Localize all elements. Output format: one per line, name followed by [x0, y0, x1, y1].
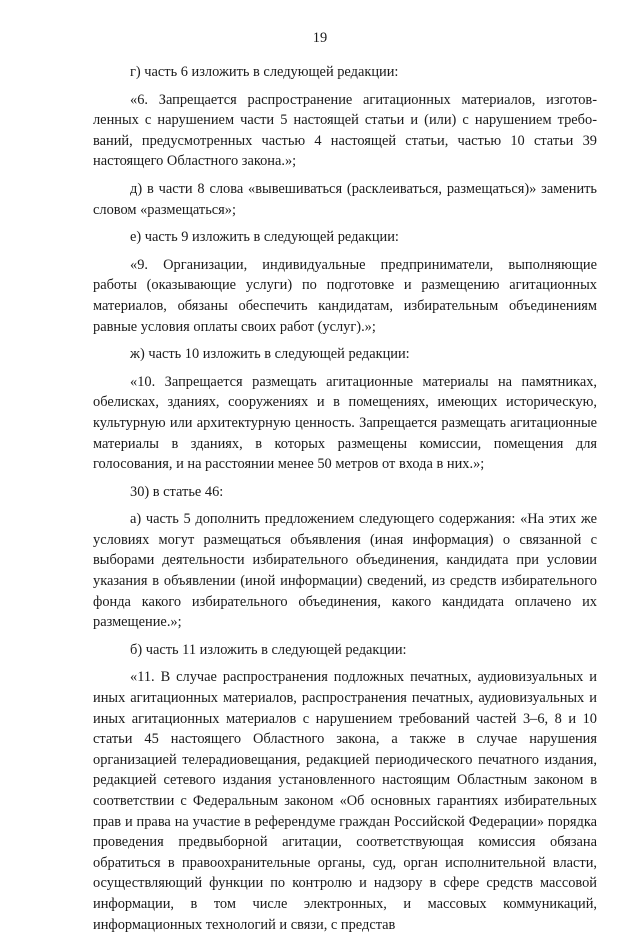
paragraph-part-9-text: «9. Организации, индивидуальные предприниматели, выполняющие работы (оказывающие услуги) по подготовке и размещению агитационных материалов, обязаны обеспечить кандидатам, избирательным объединениям равные условия оплаты своих работ (услуг).»;	[93, 256, 597, 335]
paragraph-part-10-text: «10. Запрещается размещать агитационные материалы на памятниках, обелисках, зданиях, сооружениях и в помещениях, имеющих историческую, культурную или архитектурную ценность. Запрещается размещать агитационные материалы в зданиях, в которых размещены комиссии, помещения для голосования, и на расстоянии менее 50 метров от входа в них.»;	[93, 373, 597, 473]
paragraph-item-b: б) часть 11 изложить в следующей редакции:	[130, 641, 407, 658]
paragraph-item-g: г) часть 6 изложить в следующей редакции:	[130, 64, 399, 80]
document-body	[93, 62, 597, 942]
paragraph-part-11-text: «11. В случае распространения подложных печатных, аудиовизуальных и иных агитационных материалов, распространения печатных, аудиовизуальных и иных агитационных материалов с нарушением требований частей 3–6, 8 и 10 статьи 45 настоящего Областного закона, а также в случае нарушения организацией телерадиовещания, редакцией периодического печатного издания, редакцией сетевого издания установленного настоящим Областным законом в соответствии с Федеральным законом «Об основных гарантиях избирательных прав и права на участие в референдуме граждан Российской Федерации» порядка проведения предвыборной агитации, соответствующая комиссия обязана обратиться в правоохранительные органы, суд, орган исполнительной власти, осуществляющий функции по контролю и надзору в сфере средств массовой информации, в том числе электронных, и массовых коммуникаций, информационных технологий и связи, с представ	[93, 669, 597, 933]
paragraph-part-6-text: «6. Запрещается распространение агитационных материалов, изготовленных с нарушением части 5 настоящей статьи и (или) с нарушением требований, предусмотренных частью 4 настоящей статьи, частью 10 статьи 39 настоящего Областного закона.»;	[93, 91, 597, 170]
paragraph-item-d: д) в части 8 слова «вывешиваться (расклеиваться, размещаться)» заменить словом «размещаться»;	[93, 180, 597, 218]
paragraph-item-zh: ж) часть 10 изложить в следующей редакции:	[130, 346, 410, 363]
paragraph-item-30: 30) в статье 46:	[130, 483, 224, 500]
paragraph-item-a: а) часть 5 дополнить предложением следующего содержания: «На этих же условиях могут размещаться объявления (иная информация) о связанной с выборами деятельности избирательного объединения, кандидата при условии указания в объявлении (иной информации) сведений, из средств избирательного фонда какого избирательного объединения, какого кандидата оплачено их размещение.»;	[93, 511, 597, 631]
paragraph-item-e: е) часть 9 изложить в следующей редакции:	[130, 229, 399, 246]
page-number: 19	[312, 30, 328, 46]
